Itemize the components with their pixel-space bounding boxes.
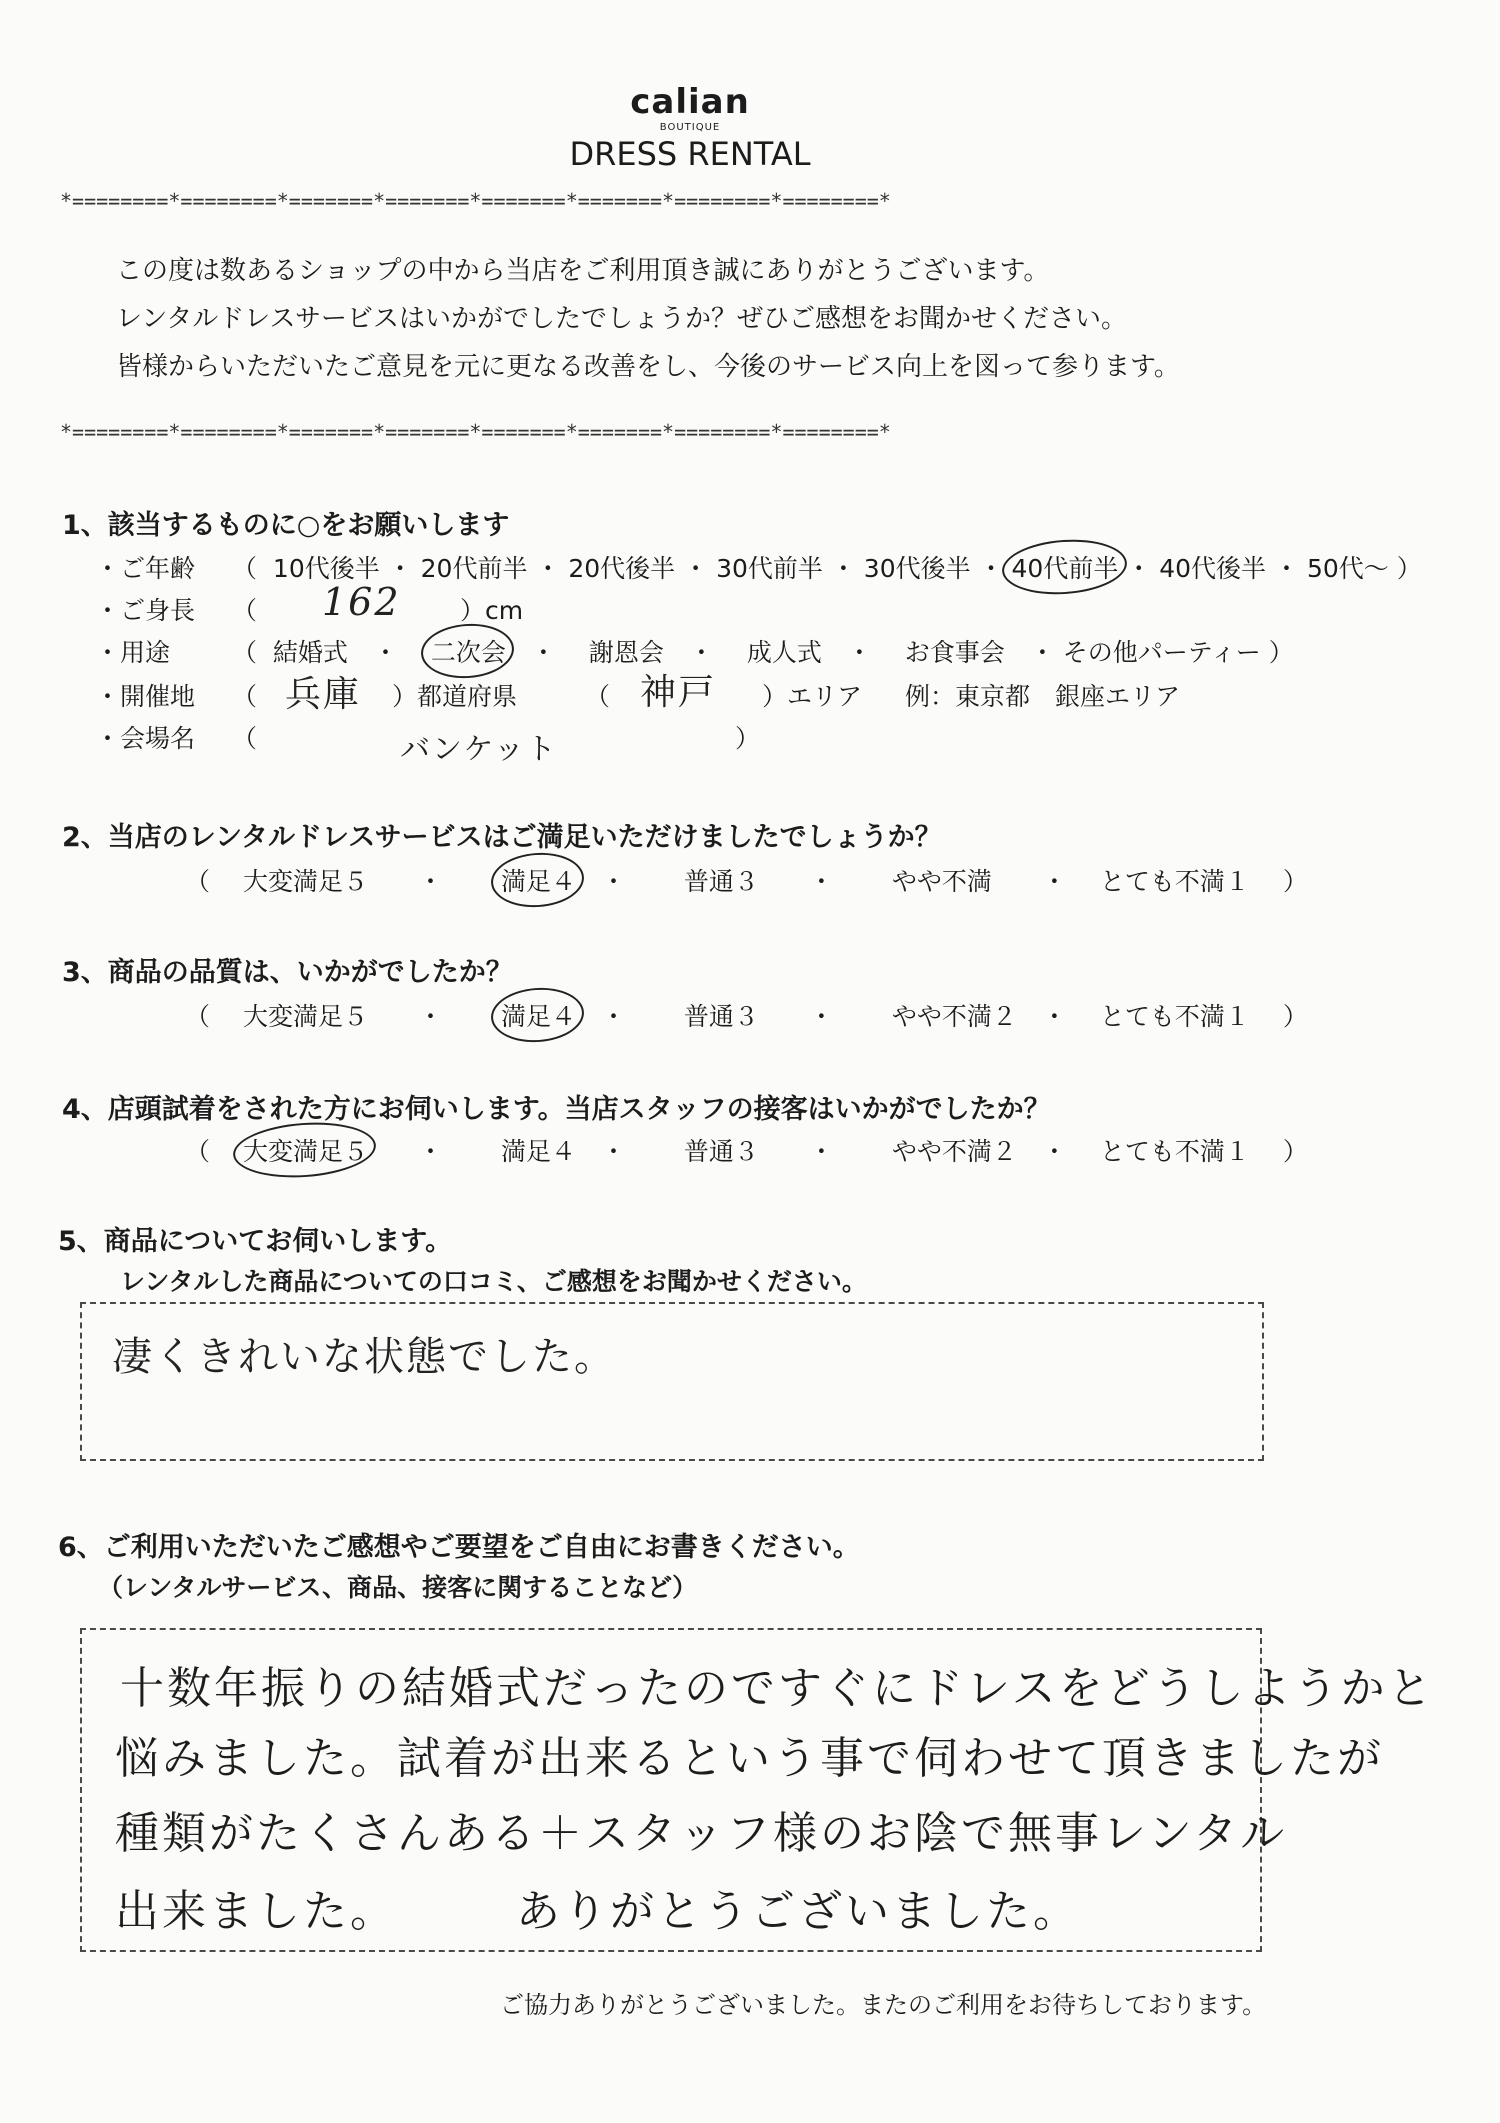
- q4-option[interactable]: やや不満２: [891, 1137, 1017, 1166]
- prefecture-suffix: ）都道府県: [392, 682, 518, 711]
- q2-option[interactable]: 大変満足５: [242, 867, 368, 896]
- q2-option[interactable]: とても不満１: [1099, 867, 1250, 896]
- q4-option[interactable]: 大変満足５: [243, 1132, 368, 1168]
- q6-answer-line: 悩みました。試着が出来るという事で伺わせて頂きましたが: [115, 1733, 1384, 1784]
- footer-thanks: ご協力ありがとうございました。またのご利用をお待ちしております。: [500, 1991, 1267, 2019]
- q3-option[interactable]: とても不満１: [1099, 1002, 1250, 1031]
- purpose-option[interactable]: お食事会: [904, 638, 1005, 667]
- q3-option[interactable]: やや不満２: [891, 1002, 1017, 1031]
- age-open-paren: （: [232, 554, 258, 583]
- age-option[interactable]: 30代後半: [863, 554, 971, 583]
- purpose-option[interactable]: その他パーティー: [1062, 638, 1261, 667]
- q2-close-paren: ）: [1282, 867, 1308, 896]
- age-option[interactable]: 20代後半: [568, 554, 676, 583]
- q2-option[interactable]: やや不満: [891, 867, 992, 896]
- service-title: DRESS RENTAL: [569, 135, 811, 173]
- venue-example: 例：東京都 銀座エリア: [905, 682, 1181, 711]
- q6-title: 6、ご利用いただいたご感想やご要望をご自由にお書きください。: [58, 1532, 860, 1563]
- q4-option[interactable]: とても不満１: [1099, 1137, 1250, 1166]
- q3-option[interactable]: 普通３: [683, 1002, 759, 1031]
- venue-name-value[interactable]: バンケット: [400, 732, 558, 767]
- q4-option[interactable]: 満足４: [500, 1137, 576, 1166]
- q1-title: 1、該当するものに○をお願いします: [62, 510, 510, 541]
- prefecture-value[interactable]: 兵庫: [285, 674, 362, 715]
- age-option[interactable]: 10代後半: [272, 554, 380, 583]
- q6-answer-line: 出来ました。 ありがとうございました。: [115, 1886, 1080, 1937]
- age-option[interactable]: 40代後半: [1159, 554, 1267, 583]
- intro-line-3: 皆様からいただいたご意見を元に更なる改善をし、今後のサービス向上を図って参ります。: [116, 352, 1180, 382]
- separator-bottom: *========*========*=======*=======*=======*=======*========*========*: [60, 420, 891, 444]
- purpose-option[interactable]: 結婚式: [272, 638, 348, 667]
- age-option[interactable]: 20代前半: [420, 554, 528, 583]
- q2-option[interactable]: 満足４: [501, 862, 576, 898]
- area-value[interactable]: 神戸: [640, 672, 717, 713]
- q3-options: （ 大変満足５ ・ 満足４ ・ 普通３ ・ やや不満２ ・ とても不満１ ）: [185, 997, 1308, 1033]
- height-open-paren: （: [232, 596, 258, 625]
- purpose-close-paren: ）: [1268, 638, 1294, 667]
- q3-close-paren: ）: [1282, 1002, 1308, 1031]
- q4-option[interactable]: 普通３: [683, 1137, 759, 1166]
- q4-options: （ 大変満足５ ・ 満足４ ・ 普通３ ・ やや不満２ ・ とても不満１ ）: [185, 1132, 1308, 1168]
- age-option[interactable]: 40代前半: [1012, 549, 1119, 585]
- area-suffix: ）エリア: [762, 682, 863, 711]
- q2-options: （ 大変満足５ ・ 満足４ ・ 普通３ ・ やや不満 ・ とても不満１ ）: [185, 862, 1308, 898]
- q4-open-paren: （: [185, 1137, 211, 1166]
- q3-option[interactable]: 満足４: [501, 997, 576, 1033]
- q6-answer-line: 種類がたくさんある＋スタッフ様のお陰で無事レンタル: [115, 1808, 1288, 1859]
- venue-area-label: ・開催地: [95, 682, 196, 711]
- venue-name-open-paren: （: [232, 724, 258, 753]
- intro-line-2: レンタルドレスサービスはいかがでしたでしょうか？ぜひご感想をお聞かせください。: [116, 304, 1128, 334]
- separator-top: *========*========*=======*=======*=======*=======*========*========*: [60, 189, 891, 213]
- venue-name-label: ・会場名: [95, 724, 196, 753]
- purpose-open-paren: （: [232, 638, 258, 667]
- venue-name-close-paren: ）: [735, 724, 761, 753]
- age-label: ・ご年齢: [95, 554, 196, 583]
- age-close-paren: ）: [1396, 554, 1422, 583]
- purpose-option[interactable]: 二次会: [431, 633, 506, 669]
- brand-sub-logo: BOUTIQUE: [659, 122, 721, 133]
- intro-line-1: この度は数あるショップの中から当店をご利用頂き誠にありがとうございます。: [116, 256, 1050, 286]
- pref-open-paren: （: [232, 682, 258, 711]
- height-label: ・ご身長: [95, 596, 196, 625]
- purpose-option[interactable]: 謝恩会: [588, 638, 664, 667]
- height-close-paren: ）cm: [460, 596, 524, 625]
- q5-answer: 凄くきれいな状態でした。: [112, 1334, 616, 1380]
- age-option[interactable]: 50代〜: [1306, 554, 1389, 583]
- q6-answer-line: 十数年振りの結婚式だったのですぐにドレスをどうしようかと: [120, 1663, 1435, 1714]
- q2-title: 2、当店のレンタルドレスサービスはご満足いただけましたでしょうか？: [62, 822, 942, 853]
- q2-open-paren: （: [185, 867, 211, 896]
- area-open-paren: （: [585, 682, 611, 711]
- q3-open-paren: （: [185, 1002, 211, 1031]
- height-value[interactable]: 162: [322, 580, 401, 624]
- purpose-option[interactable]: 成人式: [746, 638, 822, 667]
- purpose-options: （ 結婚式 ・ 二次会 ・ 謝恩会 ・ 成人式 ・ お食事会 ・ その他パーティー ）: [232, 633, 1294, 669]
- q5-subtitle: レンタルした商品についての口コミ、ご感想をお聞かせください。: [120, 1267, 867, 1296]
- q5-title: 5、商品についてお伺いします。: [58, 1226, 453, 1257]
- q6-subtitle: （レンタルサービス、商品、接客に関することなど）: [98, 1573, 698, 1602]
- q3-option[interactable]: 大変満足５: [242, 1002, 368, 1031]
- q2-option[interactable]: 普通３: [683, 867, 759, 896]
- q4-title: 4、店頭試着をされた方にお伺いします。当店スタッフの接客はいかがでしたか？: [62, 1094, 1051, 1125]
- purpose-label: ・用途: [95, 638, 171, 667]
- age-options: （ 10代後半 ・ 20代前半 ・ 20代後半 ・ 30代前半 ・ 30代後半 ・ 40代前半 ・ 40代後半 ・ 50代〜 ）: [232, 549, 1422, 585]
- brand-logo: calian: [630, 82, 750, 122]
- age-option[interactable]: 30代前半: [716, 554, 823, 583]
- q3-title: 3、商品の品質は、いかがでしたか？: [62, 957, 513, 988]
- q4-close-paren: ）: [1282, 1137, 1308, 1166]
